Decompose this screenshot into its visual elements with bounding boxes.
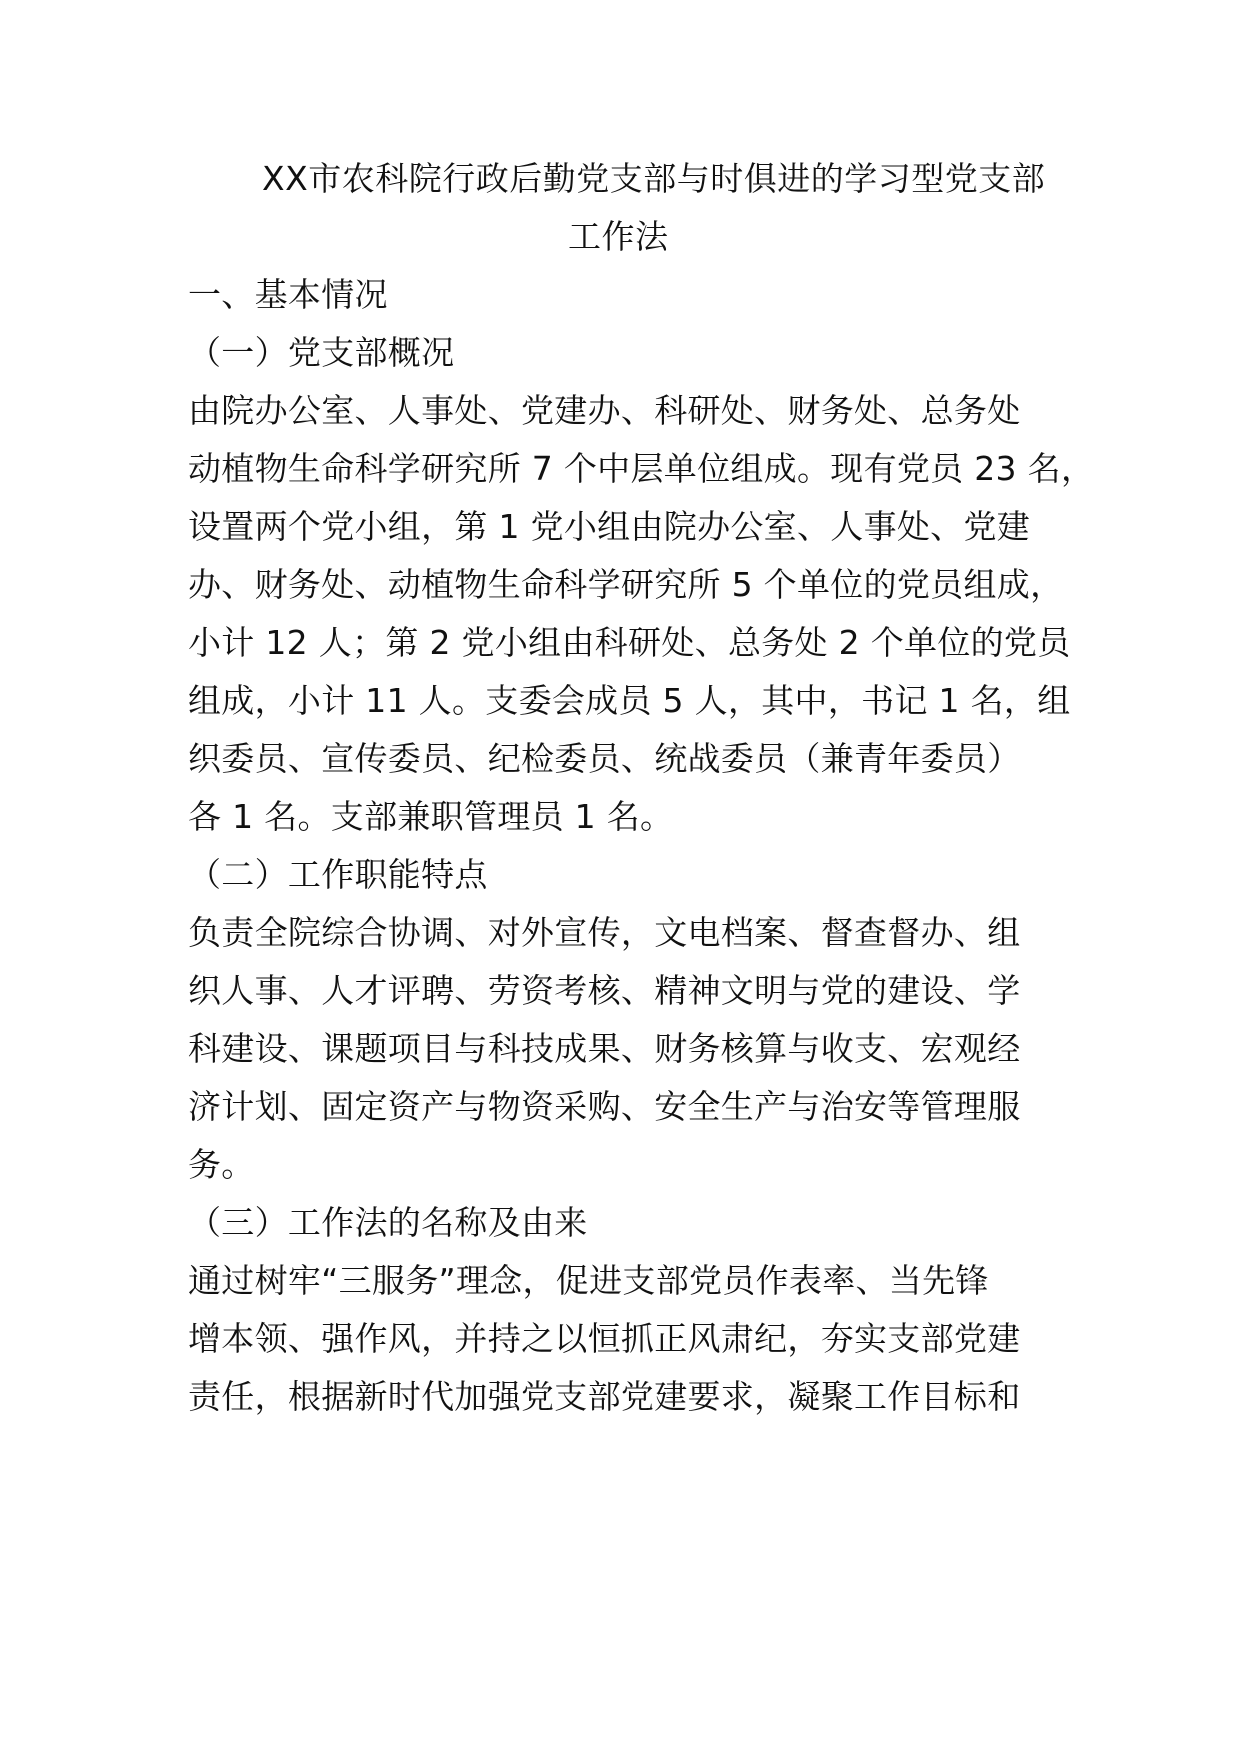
paragraph-line: 济计划、固定资产与物资采购、安全生产与治安等管理服 [188, 1087, 1021, 1126]
paragraph-line: 各 1 名。支部兼职管理员 1 名。 [188, 797, 674, 836]
document-title-line-1: XX市农科院行政后勤党支部与时俱进的学习型党支部 [262, 159, 1046, 198]
paragraph-line: 务。 [188, 1145, 255, 1184]
paragraph-line: 织委员、宣传委员、纪检委员、统战委员（兼青年委员） [188, 739, 1021, 778]
paragraph-line: 设置两个党小组，第 1 党小组由院办公室、人事处、党建 [188, 507, 1031, 546]
paragraph-line: 科建设、课题项目与科技成果、财务核算与收支、宏观经 [188, 1029, 1021, 1068]
paragraph-line: 动植物生命科学研究所 7 个中层单位组成。现有党员 23 名， [188, 449, 1095, 488]
paragraph-line: 负责全院综合协调、对外宣传，文电档案、督查督办、组 [188, 913, 1021, 952]
subheading-method-origin: （三）工作法的名称及由来 [188, 1203, 588, 1242]
subheading-branch-overview: （一）党支部概况 [188, 333, 455, 372]
paragraph-line: 小计 12 人；第 2 党小组由科研处、总务处 2 个单位的党员 [188, 623, 1071, 662]
subheading-work-functions: （二）工作职能特点 [188, 855, 488, 894]
paragraph-line: 织人事、人才评聘、劳资考核、精神文明与党的建设、学 [188, 971, 1021, 1010]
paragraph-line: 通过树牢“三服务”理念，促进支部党员作表率、当先锋 [188, 1261, 989, 1300]
paragraph-line: 由院办公室、人事处、党建办、科研处、财务处、总务处 [188, 391, 1021, 430]
paragraph-line: 组成，小计 11 人。支委会成员 5 人，其中，书记 1 名，组 [188, 681, 1071, 720]
paragraph-line: 增本领、强作风，并持之以恒抓正风肃纪，夯实支部党建 [188, 1319, 1021, 1358]
document-title-line-2: 工作法 [568, 217, 669, 256]
paragraph-line: 办、财务处、动植物生命科学研究所 5 个单位的党员组成， [188, 565, 1064, 604]
heading-basic-situation: 一、基本情况 [188, 275, 388, 314]
paragraph-line: 责任，根据新时代加强党支部党建要求，凝聚工作目标和 [188, 1377, 1021, 1416]
